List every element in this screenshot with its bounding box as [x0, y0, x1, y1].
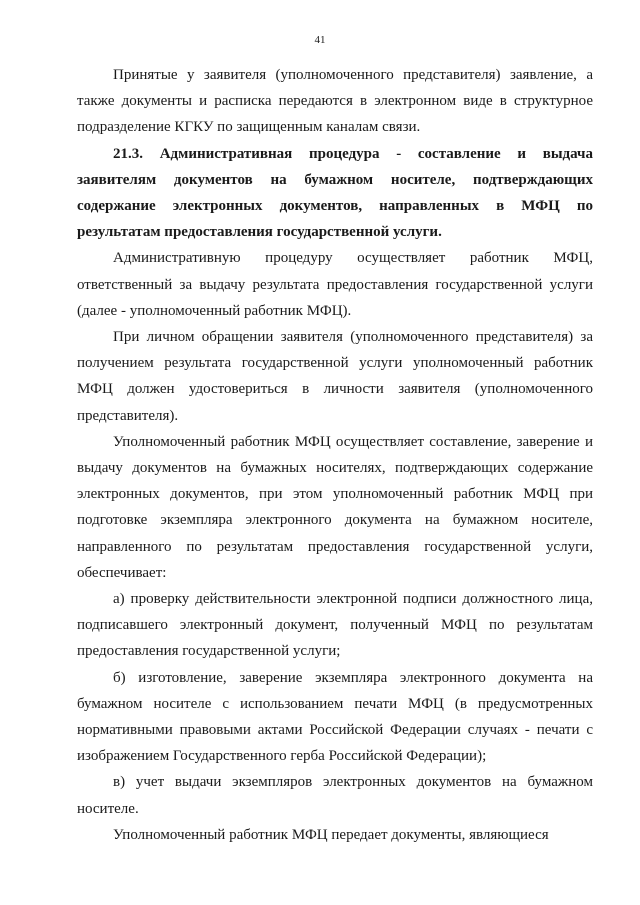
- page-number: 41: [314, 34, 326, 46]
- paragraph-responsible-worker: Административную процедуру осуществляет работник МФЦ, ответственный за выдачу результата предоставления государственной услуги (далее - уполномоченный работник МФЦ).: [77, 250, 593, 319]
- list-item-v: в) учет выдачи экземпляров электронных документов на бумажном носителе.: [77, 774, 593, 817]
- list-item-b: б) изготовление, заверение экземпляра электронного документа на бумажном носителе с использованием печати МФЦ (в предусмотренных нормативными правовыми актами Российской Федерации случаях - печати с изображением Государственного герба Российской Федерации);: [77, 669, 593, 765]
- section-heading-21-3: 21.3. Административная процедура - составление и выдача заявителям документов на бумажном носителе, подтверждающих содержание электронных документов, направленных в МФЦ по результатам предоставления государственной услуги.: [77, 145, 593, 241]
- paragraph-identity-check: При личном обращении заявителя (уполномоченного представителя) за получением результата государственной услуги уполномоченный работник МФЦ должен удостовериться в личности заявителя (уполномоченного представителя).: [77, 329, 593, 424]
- paragraph-transfer-documents: Принятые у заявителя (уполномоченного представителя) заявление, а также документы и расписка передаются в электронном виде в структурное подразделение КГКУ по защищенным каналам связи.: [77, 67, 593, 136]
- document-body: [77, 62, 593, 848]
- paragraph-document-transfer: Уполномоченный работник МФЦ передает документы, являющиеся: [113, 826, 549, 843]
- paragraph-worker-duties: Уполномоченный работник МФЦ осуществляет составление, заверение и выдачу документов на бумажных носителях, подтверждающих содержание электронных документов, при этом уполномоченный работник МФЦ при подготовке экземпляра электронного документа на бумажном носителе, направленного по результатам предоставления государственной услуги, обеспечивает:: [77, 433, 593, 581]
- list-item-a: а) проверку действительности электронной подписи должностного лица, подписавшего электронный документ, полученный МФЦ по результатам предоставления государственной услуги;: [77, 591, 593, 660]
